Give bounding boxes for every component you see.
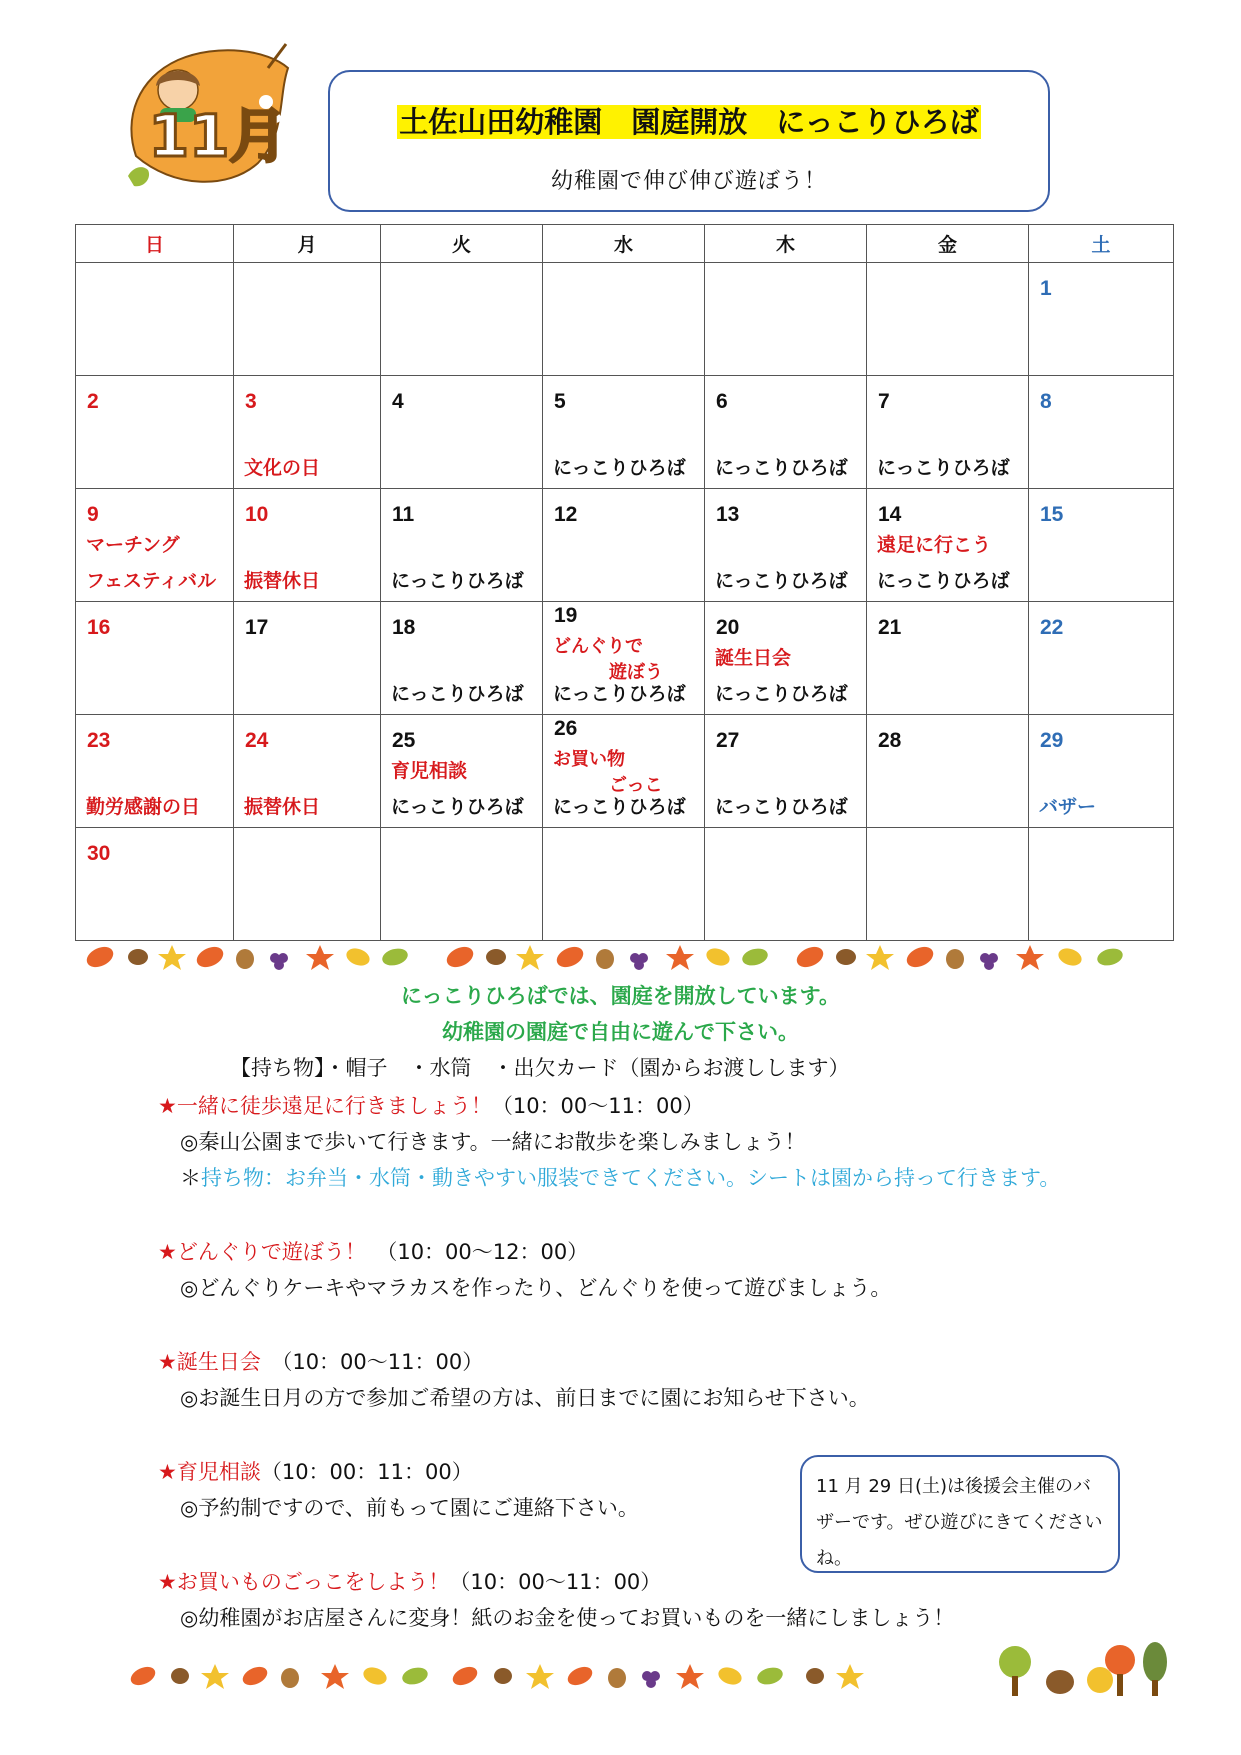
section-acorn-desc: ◎どんぐりケーキやマラカスを作ったり、どんぐりを使って遊びましょう。 [180,1276,892,1300]
weekday-sat: 土 [1029,225,1174,263]
day-number: 1 [1040,277,1052,300]
calendar-event: 遊ぼう [609,662,663,683]
calendar-event: 育児相談 [391,760,468,782]
autumn-decoration-strip [80,940,1140,974]
calendar-week [76,602,1174,715]
calendar-cell [1029,715,1174,828]
calendar-event: バザー [1039,796,1097,818]
note-text: 持ち物：お弁当・水筒・動きやすい服装できてください。シートは園から持って行きます。 [201,1166,1061,1190]
section-birthday-heading [158,1346,483,1376]
section-title: ★育児相談 [158,1460,261,1484]
calendar-cell [234,263,381,376]
day-number: 12 [554,503,578,526]
day-number: 28 [878,729,902,752]
calendar-event: にっこりひろば [715,570,848,592]
calendar-cell [381,263,543,376]
weekday-fri: 金 [867,225,1029,263]
section-time: （10：00～11：00） [491,1094,704,1118]
bottom-decoration-strip [125,1636,1175,1700]
calendar-cell [234,376,381,489]
weekday-tue: 火 [381,225,543,263]
calendar-event: 振替休日 [244,570,321,592]
day-number: 24 [245,729,269,752]
section-title: ★どんぐりで遊ぼう！ [158,1240,366,1264]
bazaar-notice-box: 11 月 29 日(土)は後援会主催のバザーです。ぜひ遊びにきてくださいね。 [800,1455,1120,1573]
section-shopping-heading [158,1566,661,1596]
day-number: 14 [878,503,902,526]
calendar-event: どんぐりで [553,636,643,657]
calendar-event: マーチング [86,534,180,556]
day-number: 5 [554,390,566,413]
calendar-event: にっこりひろば [391,683,524,705]
day-number: 9 [87,503,99,526]
calendar-event: にっこりひろば [877,570,1010,592]
day-number: 25 [392,729,416,752]
section-time: （10：00～12：00） [365,1240,589,1264]
calendar-event: にっこりひろば [553,683,686,705]
calendar-cell [1029,263,1174,376]
calendar-cell [234,489,381,602]
calendar-event: にっこりひろば [391,796,524,818]
day-number: 11 [392,503,415,526]
note-mark: ＊ [180,1166,201,1190]
calendar-cell [381,489,543,602]
calendar-week [76,715,1174,828]
day-number: 17 [245,616,269,639]
calendar-cell [543,376,705,489]
day-number: 10 [245,503,269,526]
calendar-week [76,828,1174,941]
weekday-sun: 日 [76,225,234,263]
calendar-event: 文化の日 [244,457,321,479]
calendar-cell [1029,376,1174,489]
calendar-cell [381,602,543,715]
calendar-event: にっこりひろば [553,457,686,479]
autumn-leaves-icon [128,1663,864,1689]
day-number: 30 [87,842,111,865]
calendar-cell [1029,602,1174,715]
day-number: 18 [392,616,416,639]
section-excursion-desc: ◎秦山公園まで歩いて行きます。一緒にお散歩を楽しみましょう！ [180,1130,806,1154]
belongings-line: 【持ち物】・帽子 ・水筒 ・出欠カード（園からお渡しします） [230,1056,850,1080]
forest-animals-icon [999,1642,1167,1696]
calendar-event: にっこりひろば [877,457,1010,479]
calendar-cell [76,376,234,489]
calendar-cell [867,828,1029,941]
calendar-cell [543,828,705,941]
calendar-cell [867,715,1029,828]
autumn-leaves-icon [84,943,1125,971]
calendar-cell [705,376,867,489]
day-number: 29 [1040,729,1064,752]
calendar-week [76,376,1174,489]
calendar-cell [76,489,234,602]
calendar-cell [234,828,381,941]
calendar-cell [76,263,234,376]
section-excursion-heading [158,1090,704,1120]
calendar-week [76,263,1174,376]
calendar-cell [705,715,867,828]
calendar-cell [705,602,867,715]
calendar-cell [867,263,1029,376]
calendar-cell [381,715,543,828]
calendar-cell [234,602,381,715]
calendar-cell [543,489,705,602]
day-number: 22 [1040,616,1064,639]
calendar-cell [1029,489,1174,602]
section-birthday-desc: ◎お誕生日月の方で参加ご希望の方は、前日までに園にお知らせ下さい。 [180,1386,870,1410]
calendar-event: 振替休日 [244,796,321,818]
calendar-event: にっこりひろば [391,570,524,592]
calendar-cell [705,828,867,941]
calendar-event: にっこりひろば [715,683,848,705]
section-consult-desc: ◎予約制ですので、前もって園にご連絡下さい。 [180,1496,639,1520]
calendar-event: フェスティバル [86,570,217,592]
day-number: 23 [87,729,111,752]
calendar-cell [76,715,234,828]
day-number: 2 [87,390,99,413]
weekday-wed: 水 [543,225,705,263]
calendar-event: お買い物 [553,749,625,770]
weekday-thu: 木 [705,225,867,263]
day-number: 13 [716,503,740,526]
weekday-header-row [76,225,1174,263]
calendar-table [75,224,1174,941]
page-subtitle: 幼稚園で伸び伸び遊ぼう！ [550,169,827,194]
calendar-event: にっこりひろば [715,457,848,479]
calendar-cell [76,602,234,715]
calendar-cell [543,263,705,376]
calendar-event: 誕生日会 [715,647,792,669]
section-time: （10：00：11：00） [260,1460,473,1484]
day-number: 8 [1040,390,1052,413]
month-badge-text: 11月 [148,102,288,170]
section-time: （10：00～11：00） [449,1570,662,1594]
section-excursion-note [180,1162,1060,1192]
section-title: ★お買いものごっこをしよう！ [158,1570,450,1594]
calendar-cell [1029,828,1174,941]
calendar-event: 遠足に行こう [877,534,992,556]
calendar-event: にっこりひろば [715,796,848,818]
intro-line-2: 幼稚園の園庭で自由に遊んで下さい。 [442,1020,799,1044]
calendar-cell [705,489,867,602]
day-number: 6 [716,390,728,413]
calendar-cell [381,828,543,941]
calendar-cell [381,376,543,489]
calendar-cell [543,715,705,828]
calendar-week [76,489,1174,602]
calendar-cell [234,715,381,828]
section-acorn-heading [158,1236,588,1266]
calendar-event: 勤労感謝の日 [86,796,201,818]
day-number: 21 [878,616,902,639]
calendar-cell [867,489,1029,602]
section-consult-heading [158,1456,473,1486]
calendar-cell [543,602,705,715]
calendar-cell [76,828,234,941]
day-number: 26 [554,717,578,740]
calendar-event: ごっこ [609,775,663,796]
day-number: 15 [1040,503,1064,526]
day-number: 7 [878,390,890,413]
intro-line-1: にっこりひろばでは、園庭を開放しています。 [401,984,840,1008]
section-title: ★誕生日会 [158,1350,261,1374]
section-time: （10：00～11：00） [260,1350,484,1374]
day-number: 20 [716,616,740,639]
calendar-cell [705,263,867,376]
day-number: 27 [716,729,740,752]
section-shopping-desc: ◎幼稚園がお店屋さんに変身！紙のお金を使ってお買いものを一緒にしましょう！ [180,1606,955,1630]
acorn-icon [128,167,149,186]
title-box [328,70,1050,212]
calendar-cell [867,602,1029,715]
day-number: 19 [554,604,578,627]
day-number: 4 [392,390,404,413]
calendar-event: にっこりひろば [553,796,686,818]
day-number: 3 [245,390,257,413]
leaf-month-badge [118,38,303,198]
section-title: ★一緒に徒歩遠足に行きましょう！ [158,1094,492,1118]
day-number: 16 [87,616,111,639]
weekday-mon: 月 [234,225,381,263]
page-title: 土佐山田幼稚園 園庭開放 にっこりひろば [399,105,979,139]
calendar-cell [867,376,1029,489]
